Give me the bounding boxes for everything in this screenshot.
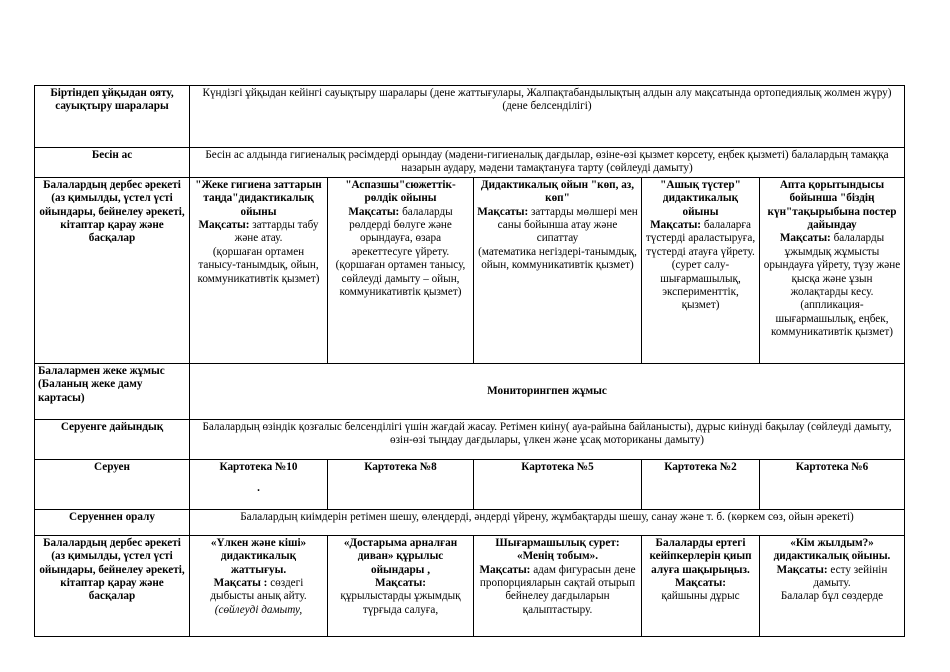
walk-card-label: Картотека №10 [219, 460, 298, 473]
row-walk-prep [35, 419, 905, 459]
goal-label: Мақсаты: [650, 219, 702, 232]
activity-title: «Достарыма арналған диван» құрылыс ойындары , [343, 536, 458, 576]
walk-card: Картотека №5 [474, 459, 642, 509]
activity-cell [474, 177, 642, 363]
row-independent-2 [35, 535, 905, 636]
row-label: Балалардың дербес әрекеті (аз қимылды, үстел үсті ойындары, бейнелеу әрекеті, кітаптар қарау және басқалар [35, 177, 190, 363]
activity-title: «Кім жылдым?» дидактикалық ойыны. [773, 536, 891, 563]
row-return [35, 509, 905, 535]
activity-title: "Жеке гигиена заттарын таңда"дидактикалық ойыны [195, 178, 322, 218]
goal-label: Мақсаты: [779, 232, 831, 245]
walk-card: Картотека №6 [760, 459, 905, 509]
activity-cell [760, 535, 905, 636]
goal-label: Мақсаты: [776, 563, 828, 576]
row-label-text: Балалардың дербес әрекеті (аз қимылды, үстел үсті ойындары, бейнелеу әрекеті, кітаптар қарау және басқалар [39, 536, 185, 603]
activity-note: (қоршаған ортамен танысу-танымдық, ойын, коммуникативтік қызмет) [197, 245, 320, 285]
activity-cell [328, 535, 474, 636]
goal-label: Мақсаты: [348, 205, 400, 218]
goal-label: Мақсаты: [479, 563, 531, 576]
return-text: Балалардың киімдерін ретімен шешу, өлеңдерді, әндерді үйрену, жұмбақтарды шешу, санау және т. б. (көркем сөз, ойын әрекеті) [190, 509, 905, 535]
row-individual [35, 363, 905, 419]
row-label: Серуенге дайындық [35, 419, 190, 459]
goal-text: есту зейінін дамыту. [813, 563, 888, 590]
goal-text: балаларға түстерді араластыруға, түстерді атауға үйрету. [645, 219, 756, 258]
activity-cell [760, 177, 905, 363]
activity-title: "Аспазшы"сюжеттік-рөлдік ойыны [345, 178, 456, 205]
goal-text: балаларды рөлдерді бөлуге және орындауға, өзара әрекеттесуге үйрету. [349, 205, 453, 258]
goal-text: балаларды ұжымдық жұмысты орындауға үйрету, түзу және қысқа және ұзын жолақтарды кесу. [763, 232, 901, 299]
activity-note: құрылыстарды ұжымдық түрғыда салуға, [340, 590, 461, 616]
activity-note: (сөйлеуді дамыту, [214, 603, 303, 616]
walk-dot: . [257, 482, 260, 495]
row-label: Серуен [35, 459, 190, 509]
activity-cell [190, 177, 328, 363]
goal-label: Мақсаты: [375, 577, 426, 590]
walk-card [190, 459, 328, 509]
snack-text: Бесін ас алдында гигиеналық рәсімдерді орындау (мәдени-гигиеналық дағдылар, өзіне-өзі қызмет көрсету, еңбек қызметі) балалардың тамаққа назарын аудару, мәдени тамақтануға тарту (сөйлеуді дамыту) [190, 148, 905, 178]
goal-text: заттарды мөлшері мен саны бойынша атау және сипаттау [497, 205, 638, 245]
row-wakeup [35, 86, 905, 148]
row-label: Балалармен жеке жұмыс (Баланың жеке даму картасы) [35, 363, 190, 419]
activity-note: қайшыны дұрыс [661, 590, 740, 603]
row-independent-1 [35, 177, 905, 363]
goal-text: заттарды табу және атау. [234, 219, 319, 245]
activity-note: Балалар бұл сөздерде [780, 590, 884, 603]
row-label: Серуеннен оралу [35, 509, 190, 535]
activity-cell [190, 535, 328, 636]
activity-title: Дидактикалық ойын "көп, аз, көп" [480, 178, 635, 205]
activity-title: "Ашық түстер" дидактикалық ойыны [660, 178, 741, 218]
row-label [35, 535, 190, 636]
row-label: Біртіндеп ұйқыдан ояту, сауықтыру шаралары [35, 86, 190, 148]
row-snack [35, 148, 905, 178]
goal-label: Мақсаты: [675, 577, 726, 590]
goal-label: Мақсаты: [477, 205, 529, 218]
walkprep-text: Балалардың өзіндік қозғалыс белсенділігі үшін жағдай жасау. Ретімен киіну( ауа-райына байланысты), дұрыс киінуді бақылау (сөйлеуді дамыту, өзін-өзі тыңдау дағдылары, үлкен және ұсақ моториканы дамыту) [190, 419, 905, 459]
activity-title: «Үлкен және кіші» дидактикалық жаттығуы. [210, 536, 307, 576]
goal-label: Мақсаты : [213, 577, 268, 590]
row-label: Бесін ас [35, 148, 190, 178]
activity-note: (қоршаған ортамен танысу, сөйлеуді дамыту – ойын, коммуникативтік қызмет) [335, 259, 466, 299]
activity-note: (аппликация-шығармашылық, еңбек, коммуникативтік қызмет) [771, 299, 893, 339]
activity-cell [642, 535, 760, 636]
activity-cell [474, 535, 642, 636]
goal-text: адам фигурасын дене пропорцияларын сақтай отырып бейнелеу дағдыларын қалыптастыру. [479, 563, 636, 616]
activity-title: Балаларды ертегі кейіпкерлерін қиып алуға шақырыңыз. [649, 536, 752, 576]
goal-label: Мақсаты: [198, 219, 250, 232]
row-walk [35, 459, 905, 509]
wakeup-text: Күндізгі ұйқыдан кейінгі сауықтыру шаралары (дене жаттығулары, Жалпақтабандылықтың алдын алу мақсатында ортопедиялық жолмен жүру) (дене белсенділігі) [190, 86, 905, 148]
activity-title: Шығармашылық сурет: «Менің тобым». [495, 536, 620, 563]
individual-text: Мониторингпен жұмыс [190, 363, 905, 419]
walk-card: Картотека №8 [328, 459, 474, 509]
goal-text: сөздегі дыбысты анық айту. [210, 577, 307, 603]
walk-card: Картотека №2 [642, 459, 760, 509]
activity-note: (математика негіздері-танымдық, ойын, коммуникативтік қызмет) [478, 245, 637, 272]
activity-title: Апта қорытындысы бойынша "біздің күн"тақырыбына постер дайындау [767, 178, 897, 232]
schedule-table [34, 85, 905, 637]
activity-note: (сурет салу-шығармашылық, эксперименттік, қызмет) [660, 259, 741, 312]
activity-cell [328, 177, 474, 363]
activity-cell [642, 177, 760, 363]
